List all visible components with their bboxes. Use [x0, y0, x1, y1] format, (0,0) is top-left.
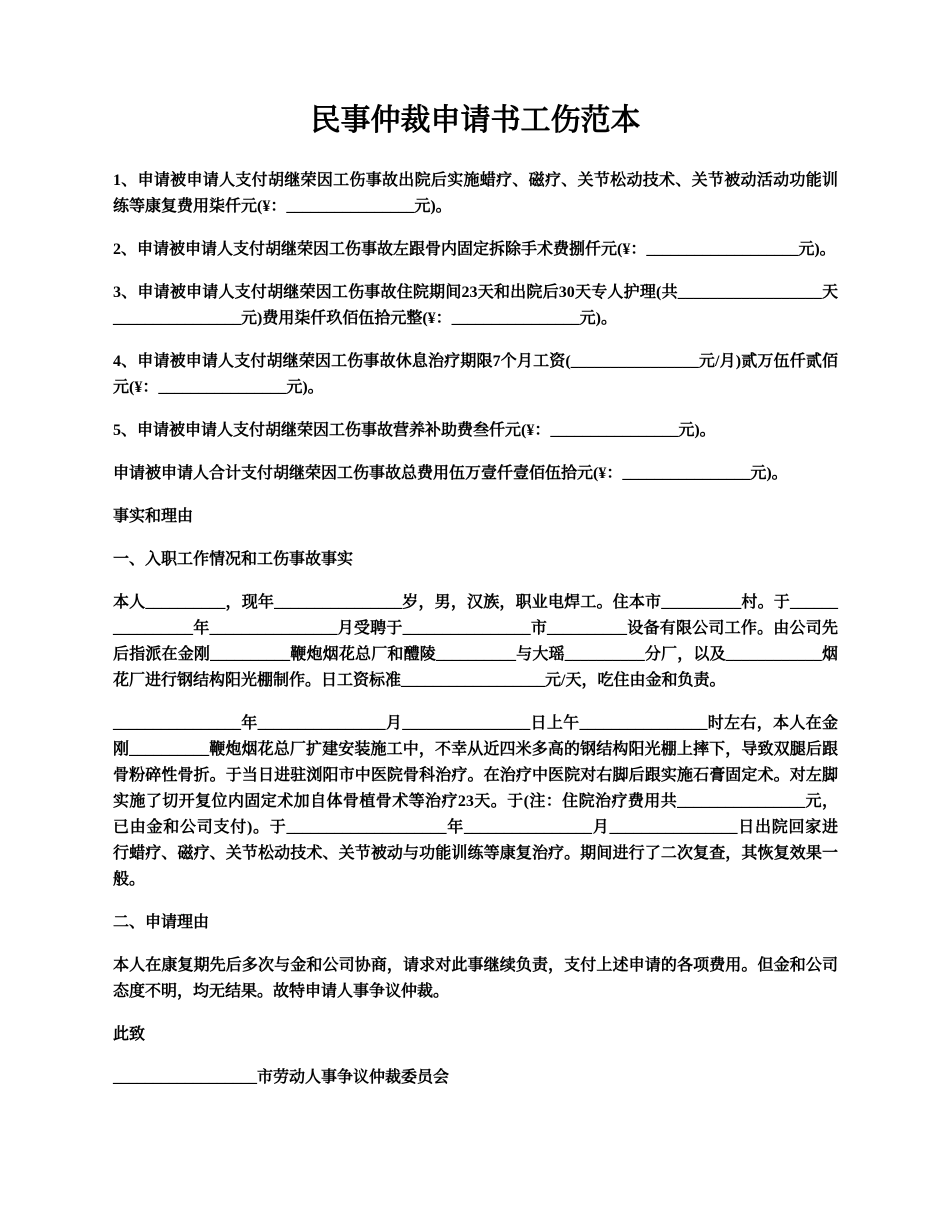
- facts-and-reasons-heading: 事实和理由: [113, 508, 194, 525]
- claim-paragraph-4: 4、申请被申请人支付胡继荣因工伤事故休息治疗期限7个月工资(________________元/月)贰万伍仟贰佰元(¥：________________元)。: [113, 353, 838, 396]
- claim-total-paragraph: 申请被申请人合计支付胡继荣因工伤事故总费用伍万壹仟壹佰伍拾元(¥：________________元)。: [113, 465, 788, 482]
- fact-paragraph-1: 本人__________，现年________________岁，男，汉族，职业电焊工。住本市__________村。于________________年________________月受聘于________________市__________设备有限公司工作。由公司先后指派在金刚__________鞭炮烟花总厂和醴陵__________与大瑶__________分厂，以及____________烟花厂进行钢结构阳光棚制作。日工资标准__________________元/天，吃住由金和负责。: [113, 594, 838, 689]
- claim-paragraph-2: 2、申请被申请人支付胡继荣因工伤事故左跟骨内固定拆除手术费捌仟元(¥：___________________元)。: [113, 241, 836, 258]
- salutation: 此致: [113, 1026, 146, 1043]
- committee-line: __________________市劳动人事争议仲裁委员会: [113, 1069, 450, 1086]
- claim-paragraph-1: 1、申请被申请人支付胡继荣因工伤事故出院后实施蜡疗、磁疗、关节松动技术、关节被动活动功能训练等康复费用柒仟元(¥：________________元)。: [113, 172, 838, 215]
- reason-paragraph: 本人在康复期先后多次与金和公司协商，请求对此事继续负责，支付上述申请的各项费用。但金和公司态度不明，均无结果。故特申请人事争议仲裁。: [113, 957, 838, 1000]
- claim-paragraph-5: 5、申请被申请人支付胡继荣因工伤事故营养补助费叁仟元(¥：________________元)。: [113, 422, 716, 439]
- section1-heading: 一、入职工作情况和工伤事故事实: [113, 551, 354, 568]
- fact-paragraph-2: ________________年________________月________________日上午________________时左右，本人在金刚__________鞭炮烟花总厂扩建安装施工中，不幸从近四米多高的钢结构阳光棚上摔下，导致双腿后跟骨粉碎性骨折。于当日进驻浏阳市中医院骨科治疗。在治疗中医院对右脚后跟实施石膏固定术。对左脚实施了切开复位内固定术加自体骨植骨术等治疗23天。于(注：住院治疗费用共________________元，已由金和公司支付)。于____________________年________________月________________日出院回家进行蜡疗、磁疗、关节松动技术、关节被动与功能训练等康复治疗。期间进行了二次复查，其恢复效果一般。: [113, 715, 838, 888]
- claim-paragraph-3: 3、申请被申请人支付胡继荣因工伤事故住院期间23天和出院后30天专人护理(共__________________天________________元)费用柒仟玖佰伍拾元整(¥：________________元)。: [113, 284, 838, 327]
- section2-heading: 二、申请理由: [113, 914, 210, 931]
- document-title: 民事仲裁申请书工伤范本: [310, 104, 641, 137]
